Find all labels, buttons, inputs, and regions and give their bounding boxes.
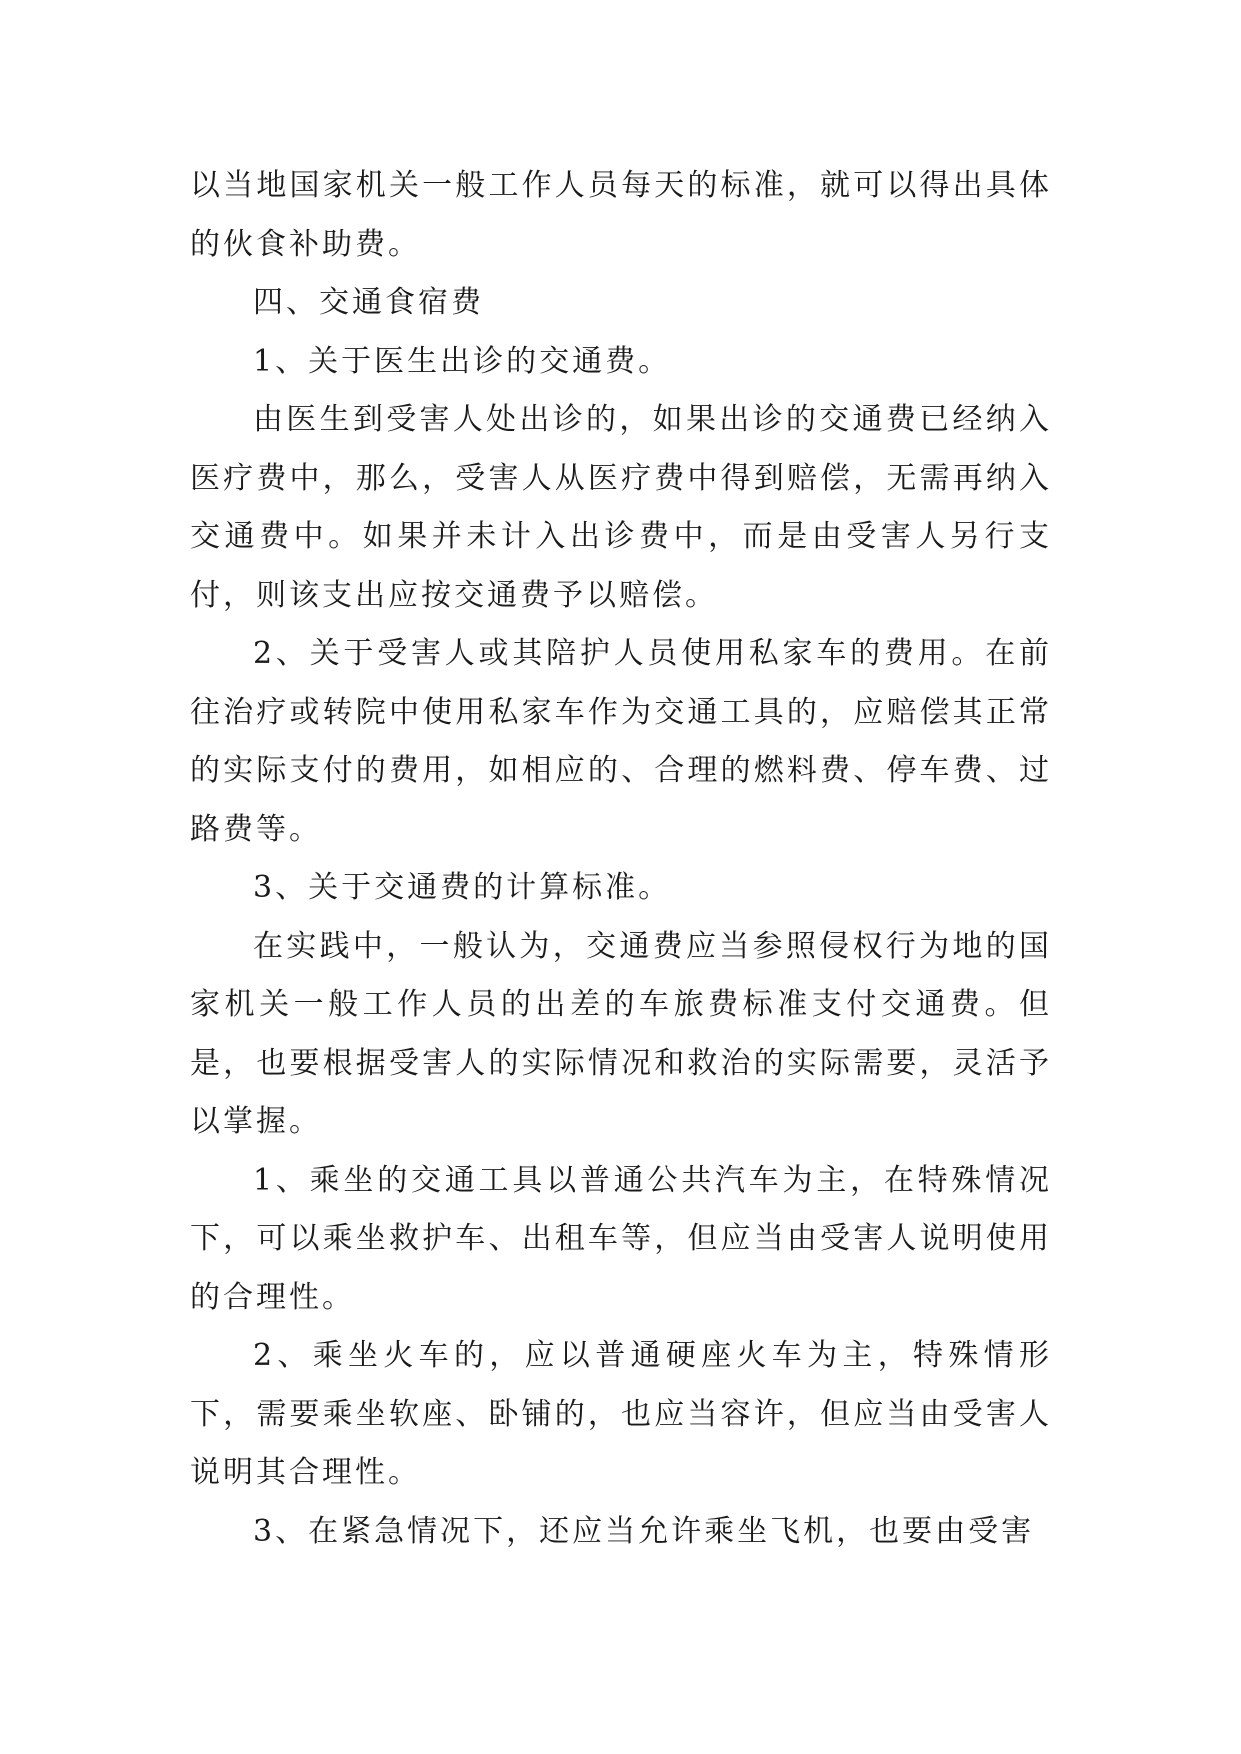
paragraph-practice: 在实践中，一般认为，交通费应当参照侵权行为地的国家机关一般工作人员的出差的车旅费标准支付交通费。但是，也要根据受害人的实际情况和救治的实际需要，灵活予以掌握。 (190, 928, 1052, 1139)
paragraph-private-car: 2、关于受害人或其陪护人员使用私家车的费用。在前往治疗或转院中使用私家车作为交通工具的，应赔偿其正常的实际支付的费用，如相应的、合理的燃料费、停车费、过路费等。 (190, 636, 1052, 847)
paragraph-doctor-visit: 由医生到受害人处出诊的，如果出诊的交通费已经纳入医疗费中，那么，受害人从医疗费中得到赔偿，无需再纳入交通费中。如果并未计入出诊费中，而是由受害人另行支付，则该支出应按交通费予以赔偿。 (190, 402, 1052, 613)
list-item-bus: 1、乘坐的交通工具以普通公共汽车为主，在特殊情况下，可以乘坐救护车、出租车等，但应当由受害人说明使用的合理性。 (190, 1162, 1052, 1315)
subheading-standard: 3、关于交通费的计算标准。 (253, 870, 672, 905)
document-body (190, 157, 1052, 1561)
list-item-plane: 3、在紧急情况下，还应当允许乘坐飞机，也要由受害 (253, 1513, 1035, 1549)
paragraph-1: 以当地国家机关一般工作人员每天的标准，就可以得出具体的伙食补助费。 (190, 168, 1052, 262)
subheading-doctor-visit: 1、关于医生出诊的交通费。 (253, 343, 672, 379)
list-item-train: 2、乘坐火车的，应以普通硬座火车为主，特殊情形下，需要乘坐软座、卧铺的，也应当容许，但应当由受害人说明其合理性。 (190, 1338, 1052, 1490)
section-heading-transport: 四、交通食宿费 (253, 285, 484, 320)
